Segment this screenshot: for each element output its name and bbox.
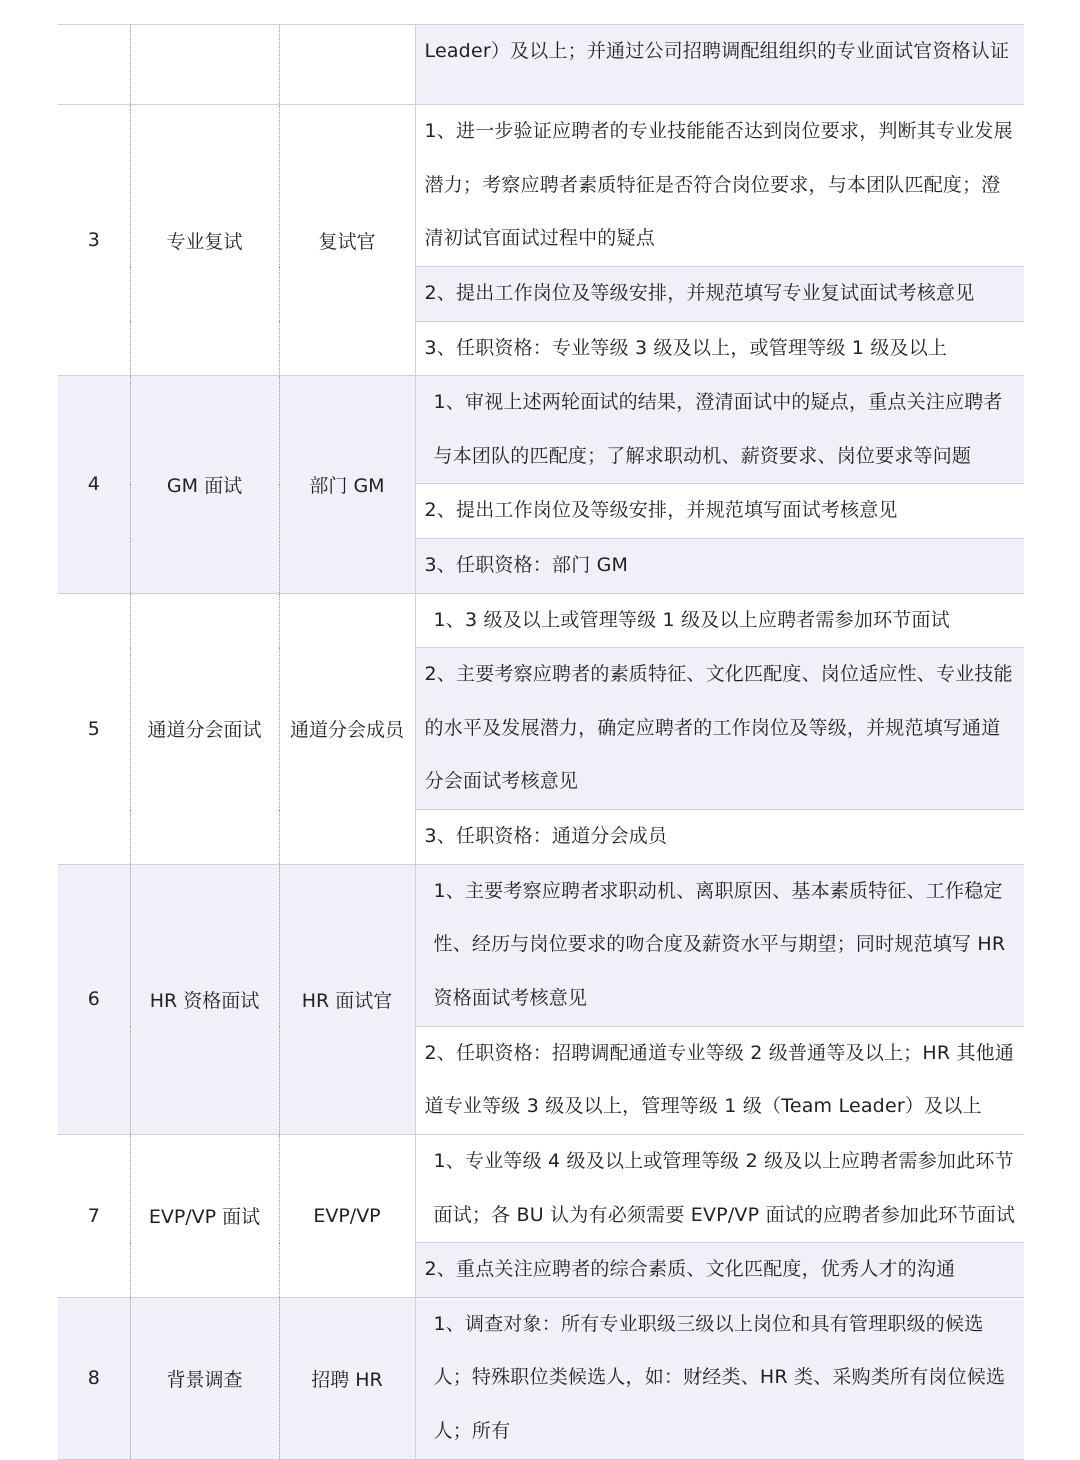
cell-stage: 专业复试 xyxy=(130,105,279,376)
table-row-2-tail xyxy=(58,25,1024,105)
table-row-6 xyxy=(58,864,1024,1026)
cell-description: 1、审视上述两轮面试的结果，澄清面试中的疑点，重点关注应聘者与本团队的匹配度；了解求职动机、薪资要求、岗位要求等问题 xyxy=(415,376,1024,484)
cell-interviewer: HR 面试官 xyxy=(279,864,415,1134)
cell-stage: EVP/VP 面试 xyxy=(130,1134,279,1297)
cell-description: 2、任职资格：招聘调配通道专业等级 2 级普通等及以上；HR 其他通道专业等级 3 级及以上，管理等级 1 级（Team Leader）及以上 xyxy=(415,1026,1024,1134)
cell-description: 1、调查对象：所有专业职级三级以上岗位和具有管理职级的候选人；特殊职位类候选人，如：财经类、HR 类、采购类所有岗位候选人；所有 xyxy=(415,1297,1024,1459)
cell-description: 1、专业等级 4 级及以上或管理等级 2 级及以上应聘者需参加此环节面试；各 BU 认为有必须需要 EVP/VP 面试的应聘者参加此环节面试 xyxy=(415,1134,1024,1242)
cell-number: 8 xyxy=(58,1297,130,1459)
cell-interviewer: 通道分会成员 xyxy=(279,593,415,864)
cell-interviewer xyxy=(279,25,415,105)
cell-description: 2、提出工作岗位及等级安排，并规范填写专业复试面试考核意见 xyxy=(415,267,1024,322)
cell-stage: 通道分会面试 xyxy=(130,593,279,864)
cell-description: 2、提出工作岗位及等级安排，并规范填写面试考核意见 xyxy=(415,484,1024,539)
table-row-8 xyxy=(58,1297,1024,1459)
cell-number: 5 xyxy=(58,593,130,864)
cell-stage: GM 面试 xyxy=(130,376,279,593)
cell-description: 1、主要考察应聘者求职动机、离职原因、基本素质特征、工作稳定性、经历与岗位要求的吻合度及薪资水平与期望；同时规范填写 HR 资格面试考核意见 xyxy=(415,864,1024,1026)
table-row-5 xyxy=(58,593,1024,648)
table-row-4 xyxy=(58,376,1024,484)
cell-number: 7 xyxy=(58,1134,130,1297)
cell-number xyxy=(58,25,130,105)
cell-interviewer: 部门 GM xyxy=(279,376,415,593)
cell-interviewer: EVP/VP xyxy=(279,1134,415,1297)
cell-stage: HR 资格面试 xyxy=(130,864,279,1134)
cell-stage: 背景调查 xyxy=(130,1297,279,1459)
table-row-7 xyxy=(58,1134,1024,1242)
interview-process-table xyxy=(58,24,1024,1460)
cell-number: 4 xyxy=(58,376,130,593)
cell-description: 3、任职资格：部门 GM xyxy=(415,538,1024,593)
cell-description: 3、任职资格：专业等级 3 级及以上，或管理等级 1 级及以上 xyxy=(415,321,1024,376)
cell-description: 1、3 级及以上或管理等级 1 级及以上应聘者需参加环节面试 xyxy=(415,593,1024,648)
cell-description: 2、主要考察应聘者的素质特征、文化匹配度、岗位适应性、专业技能的水平及发展潜力，确定应聘者的工作岗位及等级，并规范填写通道分会面试考核意见 xyxy=(415,648,1024,810)
cell-description: 3、任职资格：通道分会成员 xyxy=(415,810,1024,865)
cell-number: 6 xyxy=(58,864,130,1134)
cell-interviewer: 复试官 xyxy=(279,105,415,376)
table-row-3 xyxy=(58,105,1024,267)
cell-description: 1、进一步验证应聘者的专业技能能否达到岗位要求，判断其专业发展潜力；考察应聘者素质特征是否符合岗位要求，与本团队匹配度；澄清初试官面试过程中的疑点 xyxy=(415,105,1024,267)
cell-interviewer: 招聘 HR xyxy=(279,1297,415,1459)
cell-description: Leader）及以上；并通过公司招聘调配组组织的专业面试官资格认证 xyxy=(415,25,1024,105)
cell-stage xyxy=(130,25,279,105)
cell-description: 2、重点关注应聘者的综合素质、文化匹配度，优秀人才的沟通 xyxy=(415,1243,1024,1298)
cell-number: 3 xyxy=(58,105,130,376)
